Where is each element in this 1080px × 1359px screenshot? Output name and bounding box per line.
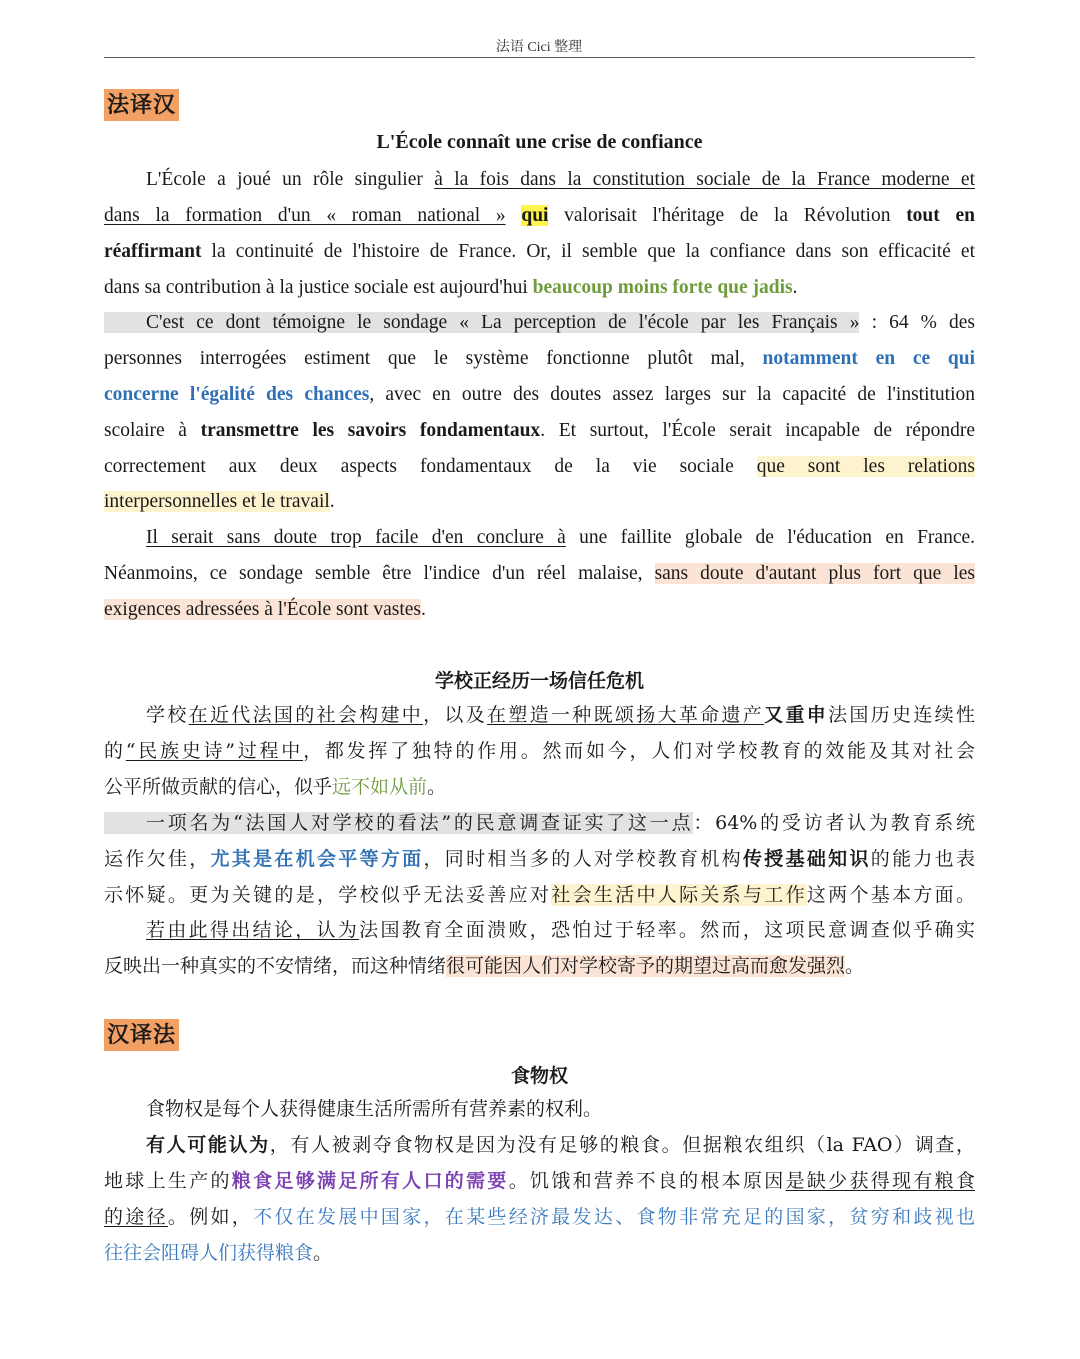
fr-line-12: Néanmoins, ce sondage semble être l'indice d'un réel malaise, sans doute d'autant plus fort que les	[104, 563, 975, 584]
cn-line-8: 反映出一种真实的不安情绪，而这种情绪很可能因人们对学校寄予的期望过高而愈发强烈。	[104, 955, 865, 977]
fr-title: L'École connaît une crise de confiance	[376, 131, 703, 153]
header-divider	[104, 57, 975, 58]
fr-line-3: réaffirmant la continuité de l'histoire de France. Or, il semble que la confiance dans son efficacité et	[104, 241, 975, 262]
food-line-3: 地球上生产的粮食足够满足所有人口的需要。饥饿和营养不良的根本原因是缺少获得现有粮食	[104, 1170, 975, 1192]
cn-line-7: 若由此得出结论，认为法国教育全面溃败，恐怕过于轻率。然而，这项民意调查似乎确实	[146, 919, 975, 941]
cn-line-4: 一项名为“法国人对学校的看法”的民意调查证实了这一点：64%的受访者认为教育系统	[104, 805, 975, 841]
cn-line-6: 示怀疑。更为关键的是，学校似乎无法妥善应对社会生活中人际关系与工作这两个基本方面。	[104, 884, 975, 906]
food-line-5: 往往会阻碍人们获得粮食。	[104, 1242, 333, 1264]
cn-line-3: 公平所做贡献的信心，似乎远不如从前。	[104, 776, 447, 798]
fr-line-11: Il serait sans doute trop facile d'en conclure à une faillite globale de l'éducation en France.	[146, 527, 976, 548]
food-line-2: 有人可能认为，有人被剥夺食物权是因为没有足够的粮食。但据粮农组织（la FAO）调查，	[146, 1134, 975, 1156]
fr-line-9: correctement aux deux aspects fondamentaux de la vie sociale que sont les relations	[104, 456, 976, 477]
page-header: 法语 Cici 整理	[495, 40, 583, 55]
section-tag-fr-cn: 法译汉	[104, 89, 179, 121]
cn-line-1: 学校在近代法国的社会构建中，以及在塑造一种既颂扬大革命遗产又重申法国历史连续性	[146, 704, 975, 726]
food-title: 食物权	[510, 1065, 568, 1087]
fr-line-13: exigences adressées à l'École sont vastes.	[104, 599, 426, 620]
fr-line-8: scolaire à transmettre les savoirs fondamentaux. Et surtout, l'École serait incapable de répondre	[104, 420, 975, 441]
fr-line-5: C'est ce dont témoigne le sondage « La perception de l'école par les Français » : 64 % des	[104, 305, 975, 341]
fr-line-2: dans la formation d'un « roman national » qui valorisait l'héritage de la Révolution tout en	[104, 205, 975, 226]
fr-line-6: personnes interrogées estiment que le système fonctionne plutôt mal, notamment en ce qui	[104, 348, 975, 369]
fr-line-10: interpersonnelles et le travail.	[104, 491, 335, 512]
fr-line-4: dans sa contribution à la justice sociale est aujourd'hui beaucoup moins forte que jadis.	[104, 277, 798, 298]
fr-line-1: L'École a joué un rôle singulier à la fois dans la constitution sociale de la France moderne et	[146, 169, 975, 190]
cn-line-5: 运作欠佳，尤其是在机会平等方面，同时相当多的人对学校教育机构传授基础知识的能力也表	[104, 848, 975, 870]
section-tag-cn-fr: 汉译法	[104, 1019, 179, 1051]
cn-title: 学校正经历一场信任危机	[434, 670, 644, 692]
food-line-4: 的途径。例如，不仅在发展中国家，在某些经济最发达、食物非常充足的国家，贫穷和歧视也	[104, 1206, 975, 1228]
cn-line-2: 的“民族史诗”过程中，都发挥了独特的作用。然而如今，人们对学校教育的效能及其对社会	[104, 740, 975, 762]
food-line-1: 食物权是每个人获得健康生活所需所有营养素的权利。	[146, 1098, 603, 1120]
fr-line-7: concerne l'égalité des chances, avec en outre des doutes assez larges sur la capacité de l'institution	[104, 384, 976, 405]
